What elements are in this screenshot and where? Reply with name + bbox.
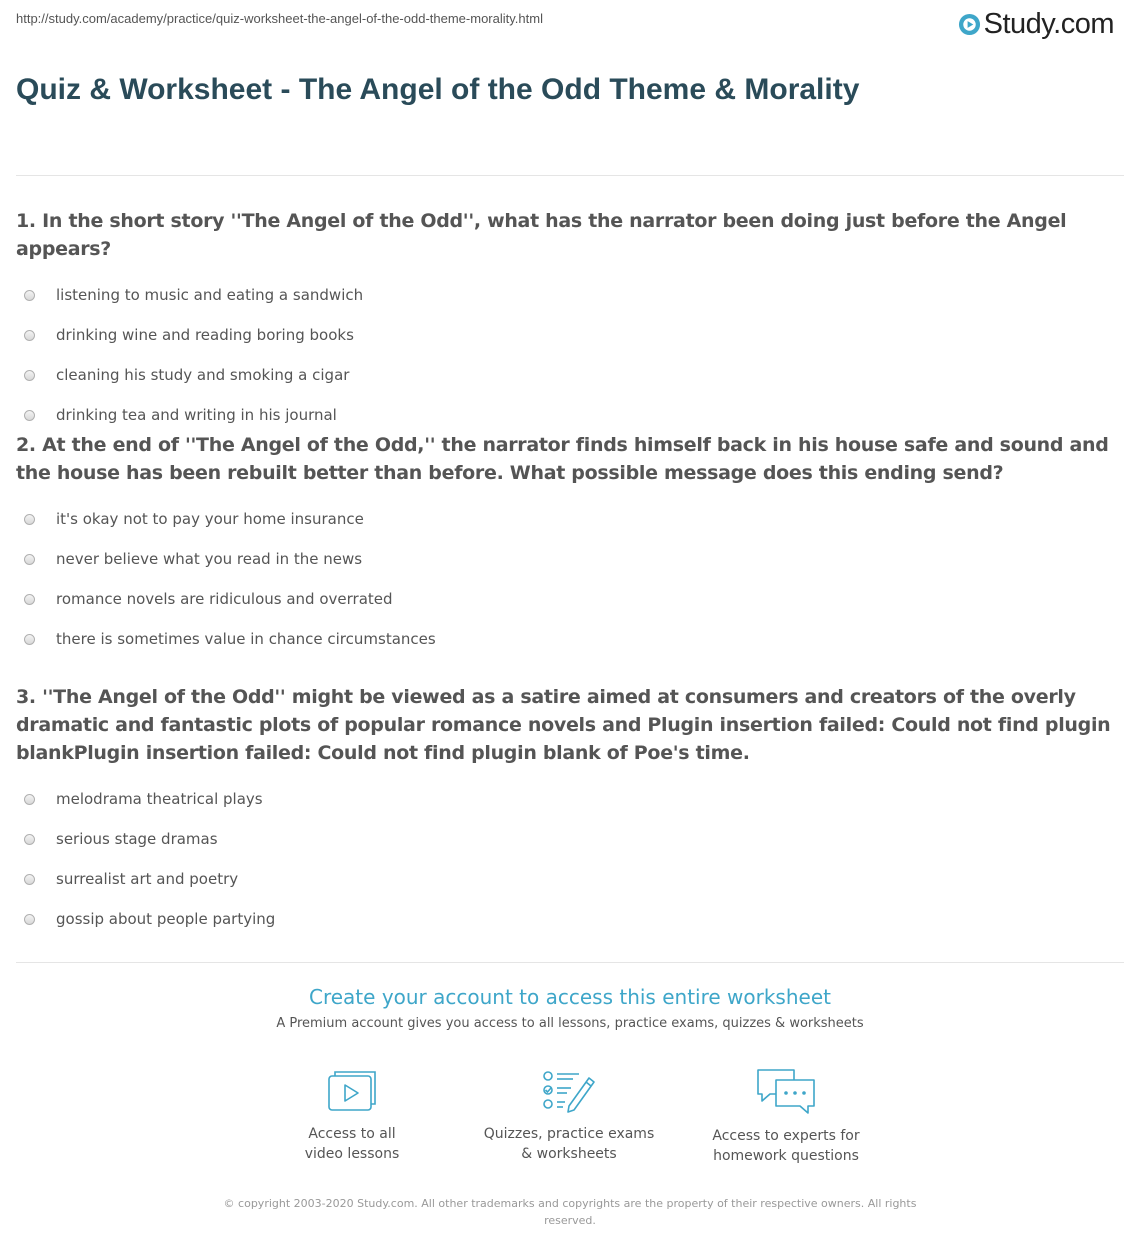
question-3: [16, 683, 1116, 939]
feature-label: Quizzes, practice exams & worksheets: [483, 1126, 655, 1162]
copyright-footer: © copyright 2003-2020 Study.com. All other trademarks and copyrights are the property of their respective owners. All rights reserved.: [223, 1197, 917, 1227]
page-url: http://study.com/academy/practice/quiz-worksheet-the-angel-of-the-odd-theme-morality.html: [16, 11, 543, 26]
answer-label: romance novels are ridiculous and overrated: [56, 590, 393, 608]
radio-icon[interactable]: [24, 370, 35, 381]
radio-icon[interactable]: [24, 794, 35, 805]
answer-option[interactable]: [16, 819, 1116, 859]
answer-option[interactable]: [16, 499, 1116, 539]
cta-subtitle: A Premium account gives you access to all lessons, practice exams, quizzes & worksheets: [276, 1016, 864, 1031]
answer-option[interactable]: [16, 579, 1116, 619]
answer-label: serious stage dramas: [56, 830, 218, 848]
question-text: 1. In the short story ''The Angel of the Odd'', what has the narrator been doing just before the Angel appears?: [16, 210, 1067, 260]
answer-option[interactable]: [16, 859, 1116, 899]
answer-label: cleaning his study and smoking a cigar: [56, 366, 350, 384]
radio-icon[interactable]: [24, 634, 35, 645]
divider: [16, 962, 1124, 963]
answer-list: [16, 779, 1116, 939]
answer-option[interactable]: [16, 355, 1116, 395]
page-title: Quiz & Worksheet - The Angel of the Odd Theme & Morality: [16, 73, 860, 106]
divider: [16, 175, 1124, 176]
quiz-checklist-icon: [541, 1068, 597, 1114]
question-1: [16, 207, 1116, 435]
answer-label: it's okay not to pay your home insurance: [56, 510, 364, 528]
answer-label: drinking tea and writing in his journal: [56, 406, 337, 424]
play-circle-icon: [958, 13, 981, 36]
answer-option[interactable]: [16, 899, 1116, 939]
feature-video-lessons: [242, 1068, 462, 1164]
answer-label: listening to music and eating a sandwich: [56, 286, 364, 304]
radio-icon[interactable]: [24, 914, 35, 925]
answer-option[interactable]: [16, 539, 1116, 579]
question-text: 2. At the end of ''The Angel of the Odd,'' the narrator finds himself back in his house safe and sound and the house has been rebuilt better than before. What possible message does this ending send?: [16, 434, 1109, 484]
feature-label: Access to all video lessons: [304, 1126, 400, 1162]
radio-icon[interactable]: [24, 874, 35, 885]
radio-icon[interactable]: [24, 594, 35, 605]
radio-icon[interactable]: [24, 834, 35, 845]
radio-icon[interactable]: [24, 330, 35, 341]
answer-list: [16, 499, 1116, 659]
signup-cta: [0, 985, 1140, 1031]
feature-quizzes: [459, 1068, 679, 1164]
question-text: 3. ''The Angel of the Odd'' might be viewed as a satire aimed at consumers and creators of the overly dramatic and fantastic plots of popular romance novels and Plugin insertion failed: Could not find plugin blankPlugin insertion failed: Could not find plugin blank of Poe's time.: [16, 686, 1111, 764]
question-2: [16, 431, 1116, 659]
answer-option[interactable]: [16, 395, 1116, 435]
answer-label: never believe what you read in the news: [56, 550, 363, 568]
answer-option[interactable]: [16, 275, 1116, 315]
answer-label: drinking wine and reading boring books: [56, 326, 354, 344]
logo-text: Study.com: [983, 8, 1114, 40]
answer-label: there is sometimes value in chance circumstances: [56, 630, 436, 648]
feature-label: Access to experts for homework questions: [712, 1128, 860, 1164]
study-logo[interactable]: [958, 8, 1114, 41]
radio-icon[interactable]: [24, 554, 35, 565]
radio-icon[interactable]: [24, 410, 35, 421]
radio-icon[interactable]: [24, 290, 35, 301]
answer-option[interactable]: [16, 779, 1116, 819]
video-lesson-icon: [326, 1068, 378, 1114]
radio-icon[interactable]: [24, 514, 35, 525]
answer-label: surrealist art and poetry: [56, 870, 239, 888]
answer-label: melodrama theatrical plays: [56, 790, 263, 808]
feature-experts: [676, 1066, 896, 1166]
chat-bubbles-icon: [754, 1066, 818, 1116]
answer-option[interactable]: [16, 619, 1116, 659]
cta-title[interactable]: Create your account to access this entire worksheet: [309, 985, 831, 1009]
answer-label: gossip about people partying: [56, 910, 276, 928]
answer-option[interactable]: [16, 315, 1116, 355]
answer-list: [16, 275, 1116, 435]
